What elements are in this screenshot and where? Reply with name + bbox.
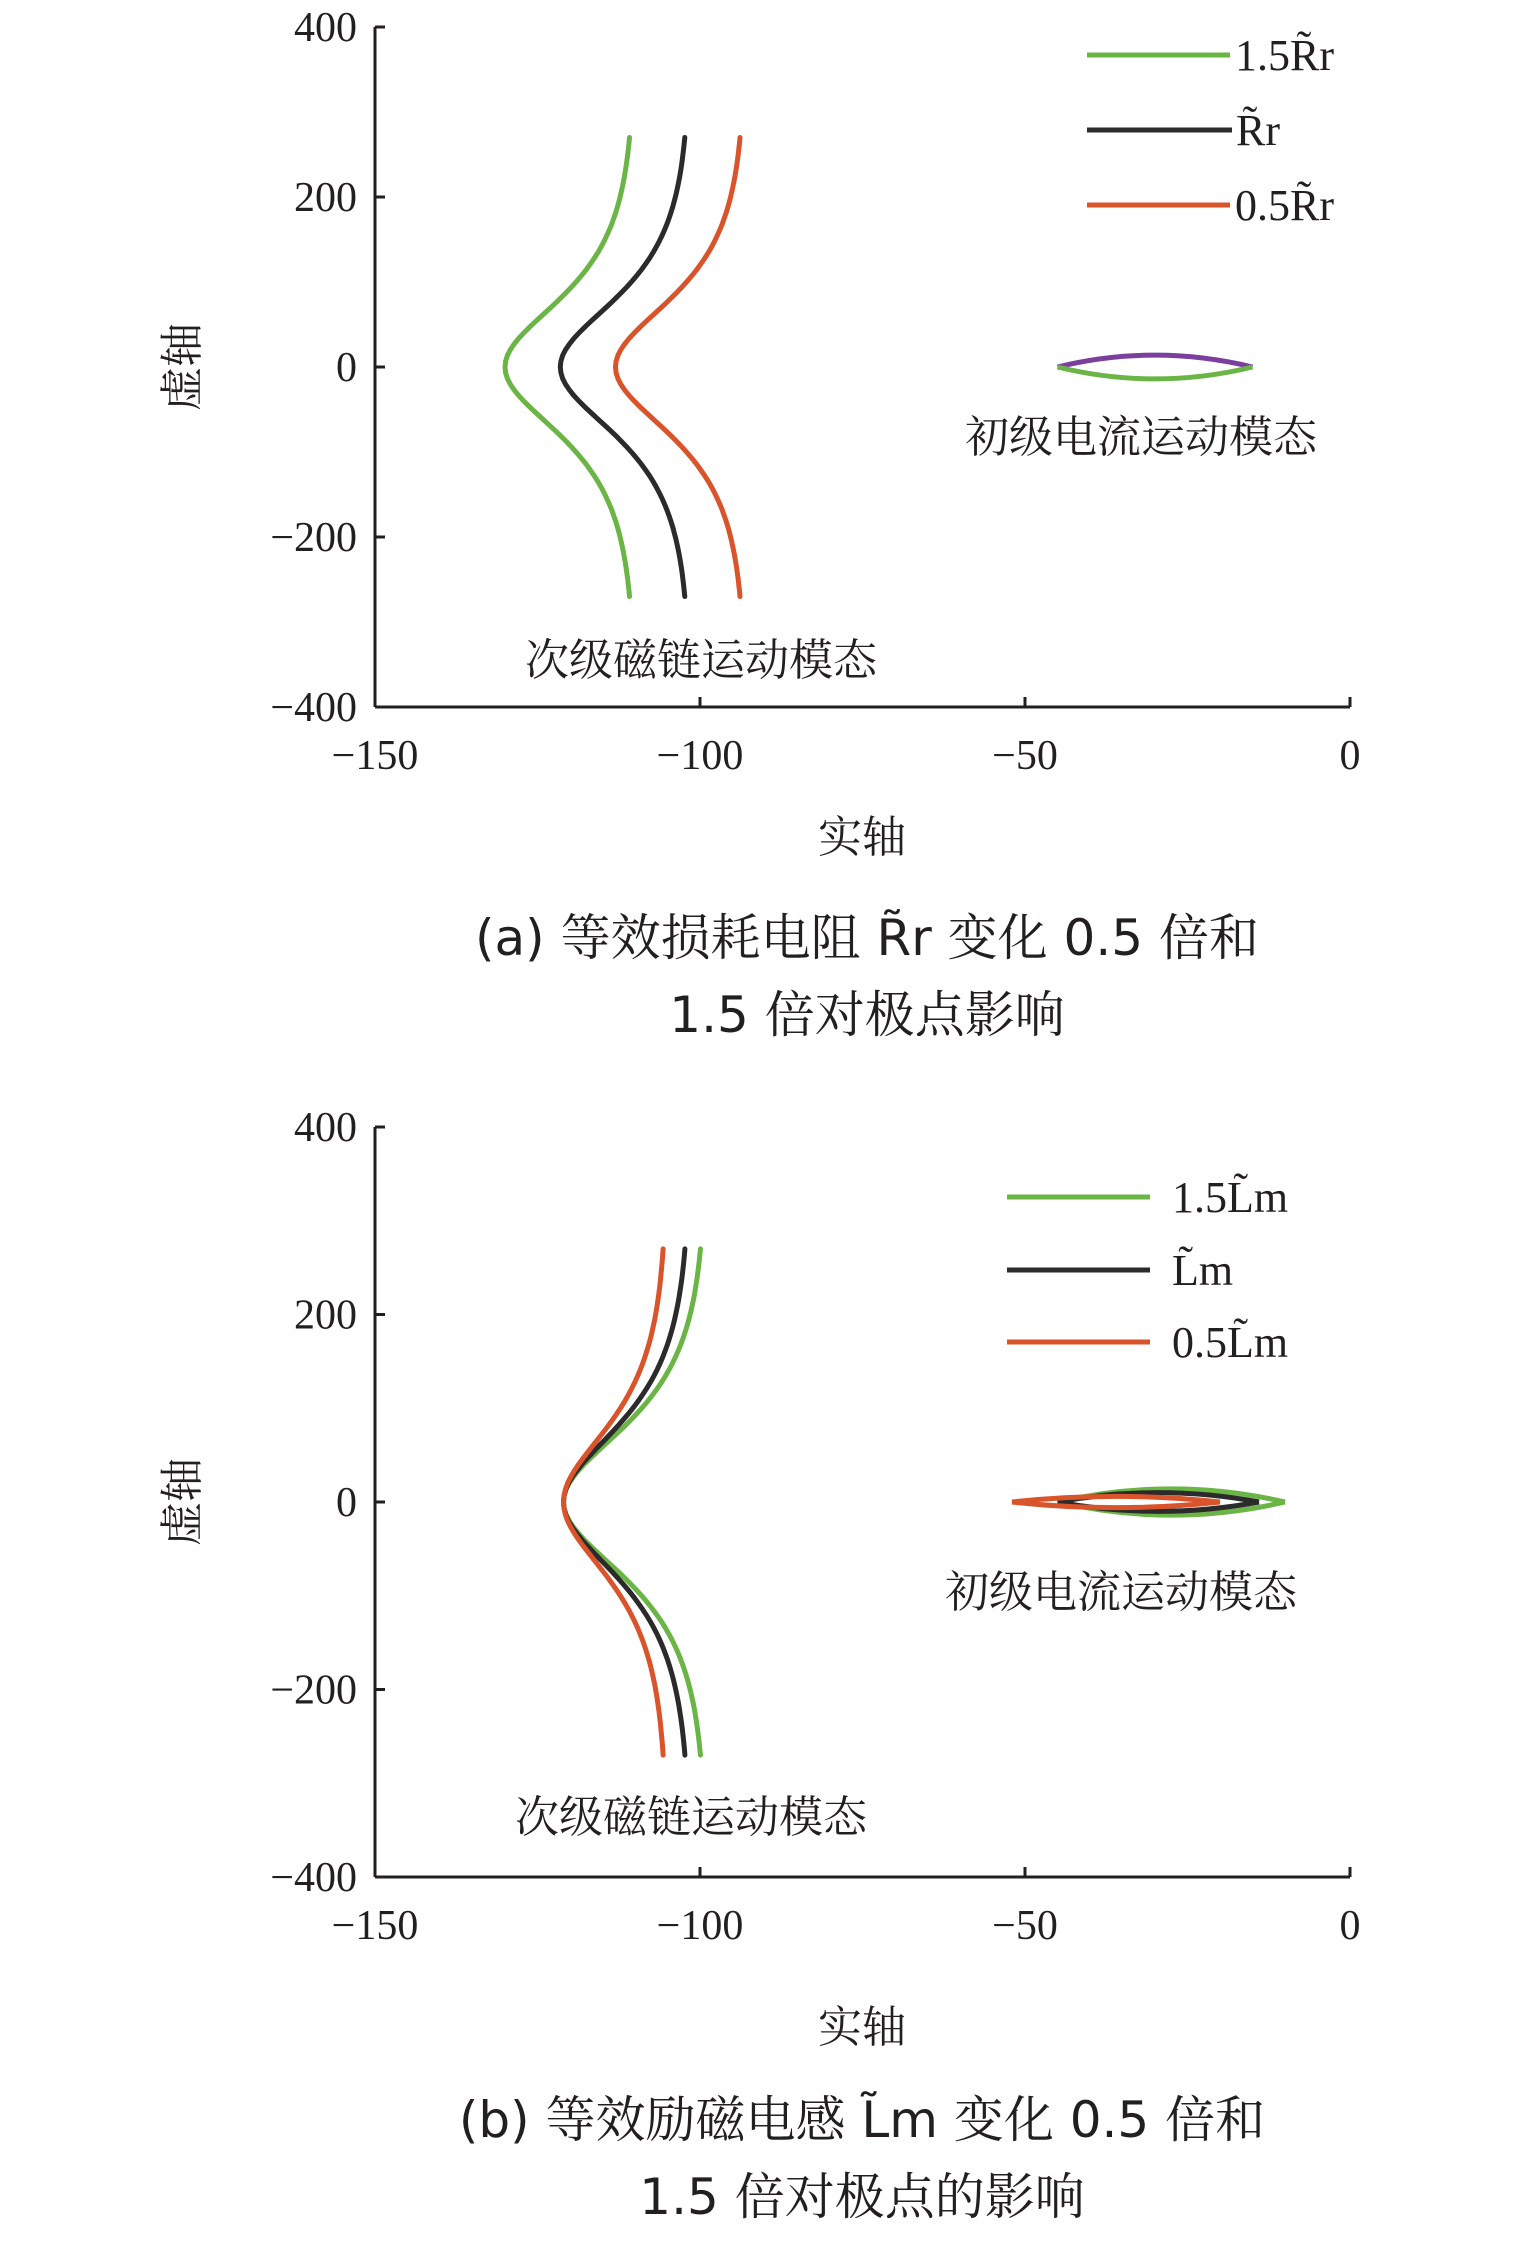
y-tick-label: 400: [294, 5, 357, 51]
legend-a-1-label: 1.5R̃r: [1235, 31, 1334, 80]
chart-a: [157, 5, 1361, 1044]
y-tick-label: 200: [294, 1292, 357, 1339]
chart-b-xlabel: 实轴: [818, 2002, 906, 2053]
chart-b-ylabel: 虚轴: [157, 1458, 208, 1546]
chart-a-caption-2: 1.5 倍对极点影响: [669, 986, 1065, 1044]
legend-b-3-label: 0.5L̃m: [1172, 1318, 1289, 1367]
chart-a-caption-1: (a) 等效损耗电阻 R̃r 变化 0.5 倍和: [475, 909, 1259, 967]
rotor-pole-locus: [560, 138, 685, 597]
chart-b-caption-2: 1.5 倍对极点的影响: [639, 2168, 1085, 2226]
chart-b-annotation-stator: 初级电流运动模态: [945, 1567, 1297, 1618]
chart-b-caption-1: (b) 等效励磁电感 L̃m 变化 0.5 倍和: [458, 2091, 1266, 2149]
stator-pole-locus-lower: [1058, 367, 1253, 379]
rotor-pole-locus: [505, 138, 630, 597]
y-tick-label: −200: [270, 515, 357, 561]
chart-b-annotation-rotor: 次级磁链运动模态: [515, 1792, 867, 1843]
legend-b-1-label: 1.5L̃m: [1172, 1173, 1289, 1222]
x-tick-label: −50: [992, 1903, 1058, 1949]
x-tick-label: 0: [1339, 1903, 1361, 1949]
y-tick-label: −400: [270, 1855, 357, 1901]
y-tick-label: 400: [294, 1105, 357, 1151]
x-tick-label: −150: [331, 1903, 419, 1949]
x-tick-label: −150: [331, 733, 419, 779]
stator-pole-locus-upper: [1012, 1496, 1220, 1502]
rotor-pole-locus: [564, 1249, 701, 1755]
rotor-pole-locus: [564, 1249, 685, 1755]
x-tick-label: −100: [656, 733, 744, 779]
chart-a-ylabel: 虚轴: [157, 323, 208, 411]
chart-a-annotation-stator: 初级电流运动模态: [965, 412, 1317, 463]
chart-b-legend: [1007, 1173, 1288, 1367]
legend-a-3-label: 0.5R̃r: [1235, 181, 1334, 230]
y-tick-label: 0: [336, 1480, 357, 1526]
x-tick-label: −50: [992, 733, 1058, 779]
chart-a-annotation-rotor: 次级磁链运动模态: [525, 635, 877, 686]
chart-a-legend: [1087, 31, 1334, 230]
y-tick-label: −200: [270, 1667, 357, 1714]
y-tick-label: 0: [336, 345, 357, 391]
rotor-pole-locus: [616, 138, 741, 597]
stator-pole-locus-lower: [1012, 1502, 1220, 1508]
chart-a-xlabel: 实轴: [818, 812, 906, 863]
legend-b-2-label: L̃m: [1172, 1246, 1234, 1295]
x-tick-label: −100: [656, 1903, 744, 1949]
rotor-pole-locus: [564, 1249, 664, 1755]
legend-a-2-label: R̃r: [1236, 106, 1280, 155]
chart-b: [157, 1105, 1361, 2226]
y-tick-label: 200: [294, 175, 357, 221]
stator-pole-locus-upper: [1058, 355, 1253, 367]
y-tick-label: −400: [270, 685, 357, 731]
x-tick-label: 0: [1339, 733, 1361, 779]
